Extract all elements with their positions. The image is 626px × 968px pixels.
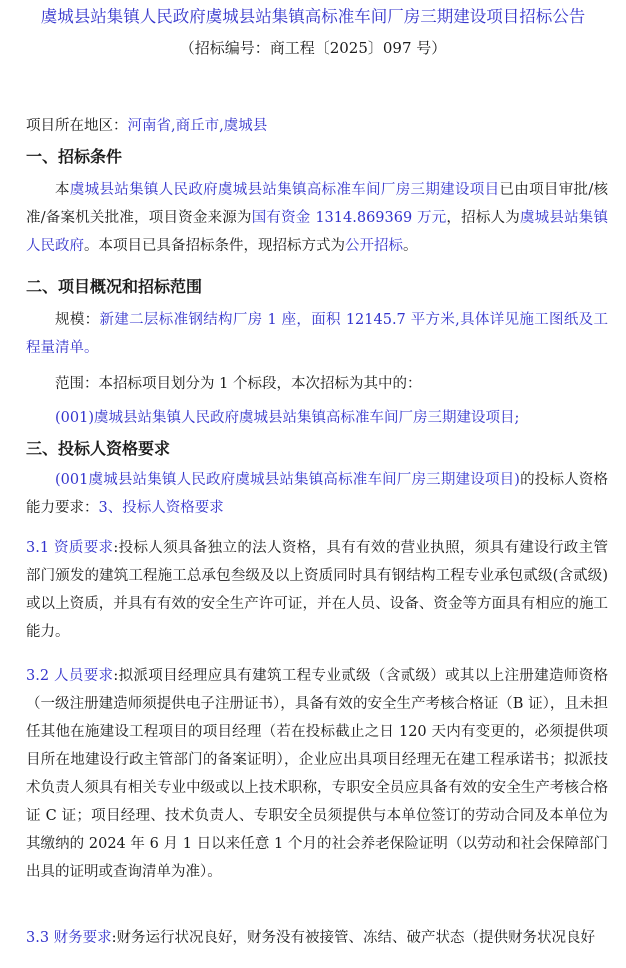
qualification-intro-tail: 3、投标人资格要求 [98,500,224,516]
scale-paragraph: 规模：新建二层标准钢结构厂房 1 座，面积 12145.7 平方米,具体详见施工图纸及工程量清单。 [26,312,608,356]
scale-value: 新建二层标准钢结构厂房 1 座，面积 12145.7 平方米,具体详见施工图纸及工程量清单。 [26,312,608,356]
qualification-3-1: 3.1 资质要求:投标人须具备独立的法人资格，具有有效的营业执照，须具有建设行政主管部门颁发的建筑工程施工总承包叁级及以上资质同时具有钢结构工程专业承包贰级(含贰级)或以上资质，并具有有效的安全生产许可证，并在人员、设备、资金等方面具有相应的施工能力。 [26,540,608,640]
project-name: 虞城县站集镇人民政府虞城县站集镇高标准车间厂房三期建设项目 [69,182,500,198]
section-heading-conditions: 一、招标条件 [26,147,123,166]
section-heading-overview: 二、项目概况和招标范围 [26,277,203,296]
tenderer: 虞城县站集镇人民政府 [26,210,608,254]
qualification-3-3: 3.3 财务要求:财务运行状况良好，财务没有被接管、冻结、破产状态（提供财务状况良好 [26,930,596,946]
q32-label: 3.2 人员要求 [26,668,114,684]
location-value: 河南省,商丘市,虞城县 [127,118,268,134]
q31-label: 3.1 资质要求 [26,540,114,556]
bid-number: （招标编号：商工程〔2025〕097 号） [179,39,447,57]
announcement-title: 虞城县站集镇人民政府虞城县站集镇高标准车间厂房三期建设项目招标公告 [40,7,586,26]
qualification-lot: (001虞城县站集镇人民政府虞城县站集镇高标准车间厂房三期建设项目) [55,472,520,488]
scope-paragraph: 范围：本招标项目划分为 1 个标段，本次招标为其中的： [55,376,422,392]
section-heading-qualification: 三、投标人资格要求 [26,439,171,458]
qualification-intro: (001虞城县站集镇人民政府虞城县站集镇高标准车间厂房三期建设项目)的投标人资格能力要求：3、投标人资格要求 [26,472,608,516]
fund-source: 国有资金 1314.869369 万元 [251,210,447,226]
lot-item: (001)虞城县站集镇人民政府虞城县站集镇高标准车间厂房三期建设项目; [55,410,520,426]
q33-label: 3.3 财务要求 [26,930,112,946]
conditions-paragraph: 本虞城县站集镇人民政府虞城县站集镇高标准车间厂房三期建设项目已由项目审批/核准/备案机关批准，项目资金来源为国有资金 1314.869369 万元，招标人为虞城县站集镇人民政府。本项目已具备招标条件，现招标方式为公开招标。 [26,182,609,254]
tender-method: 公开招标 [345,238,403,254]
project-location [26,116,267,136]
qualification-3-2: 3.2 人员要求:拟派项目经理应具有建筑工程专业贰级（含贰级）或其以上注册建造师资格（一级注册建造师须提供电子注册证书），具备有效的安全生产考核合格证（B 证），且未担任其他在施建设工程项目的项目经理（若在投标截止之日 120 天内有变更的，必须提供项目所在地建设行政主管部门的备案证明），企业应出具项目经理无在建工程承诺书；拟派技术负责人须具有相关专业中级或以上技术职称，专职安全员应具备有效的安全生产考核合格证 C 证；项目经理、技术负责人、专职安全员须提供与本单位签订的劳动合同及本单位为其缴纳的 2024 年 6 月 1 日以来任意 1 个月的社会养老保险证明（以劳动和社会保障部门出具的证明或查询清单为准）。 [26,668,608,880]
location-label: 项目所在地区： [26,118,128,134]
